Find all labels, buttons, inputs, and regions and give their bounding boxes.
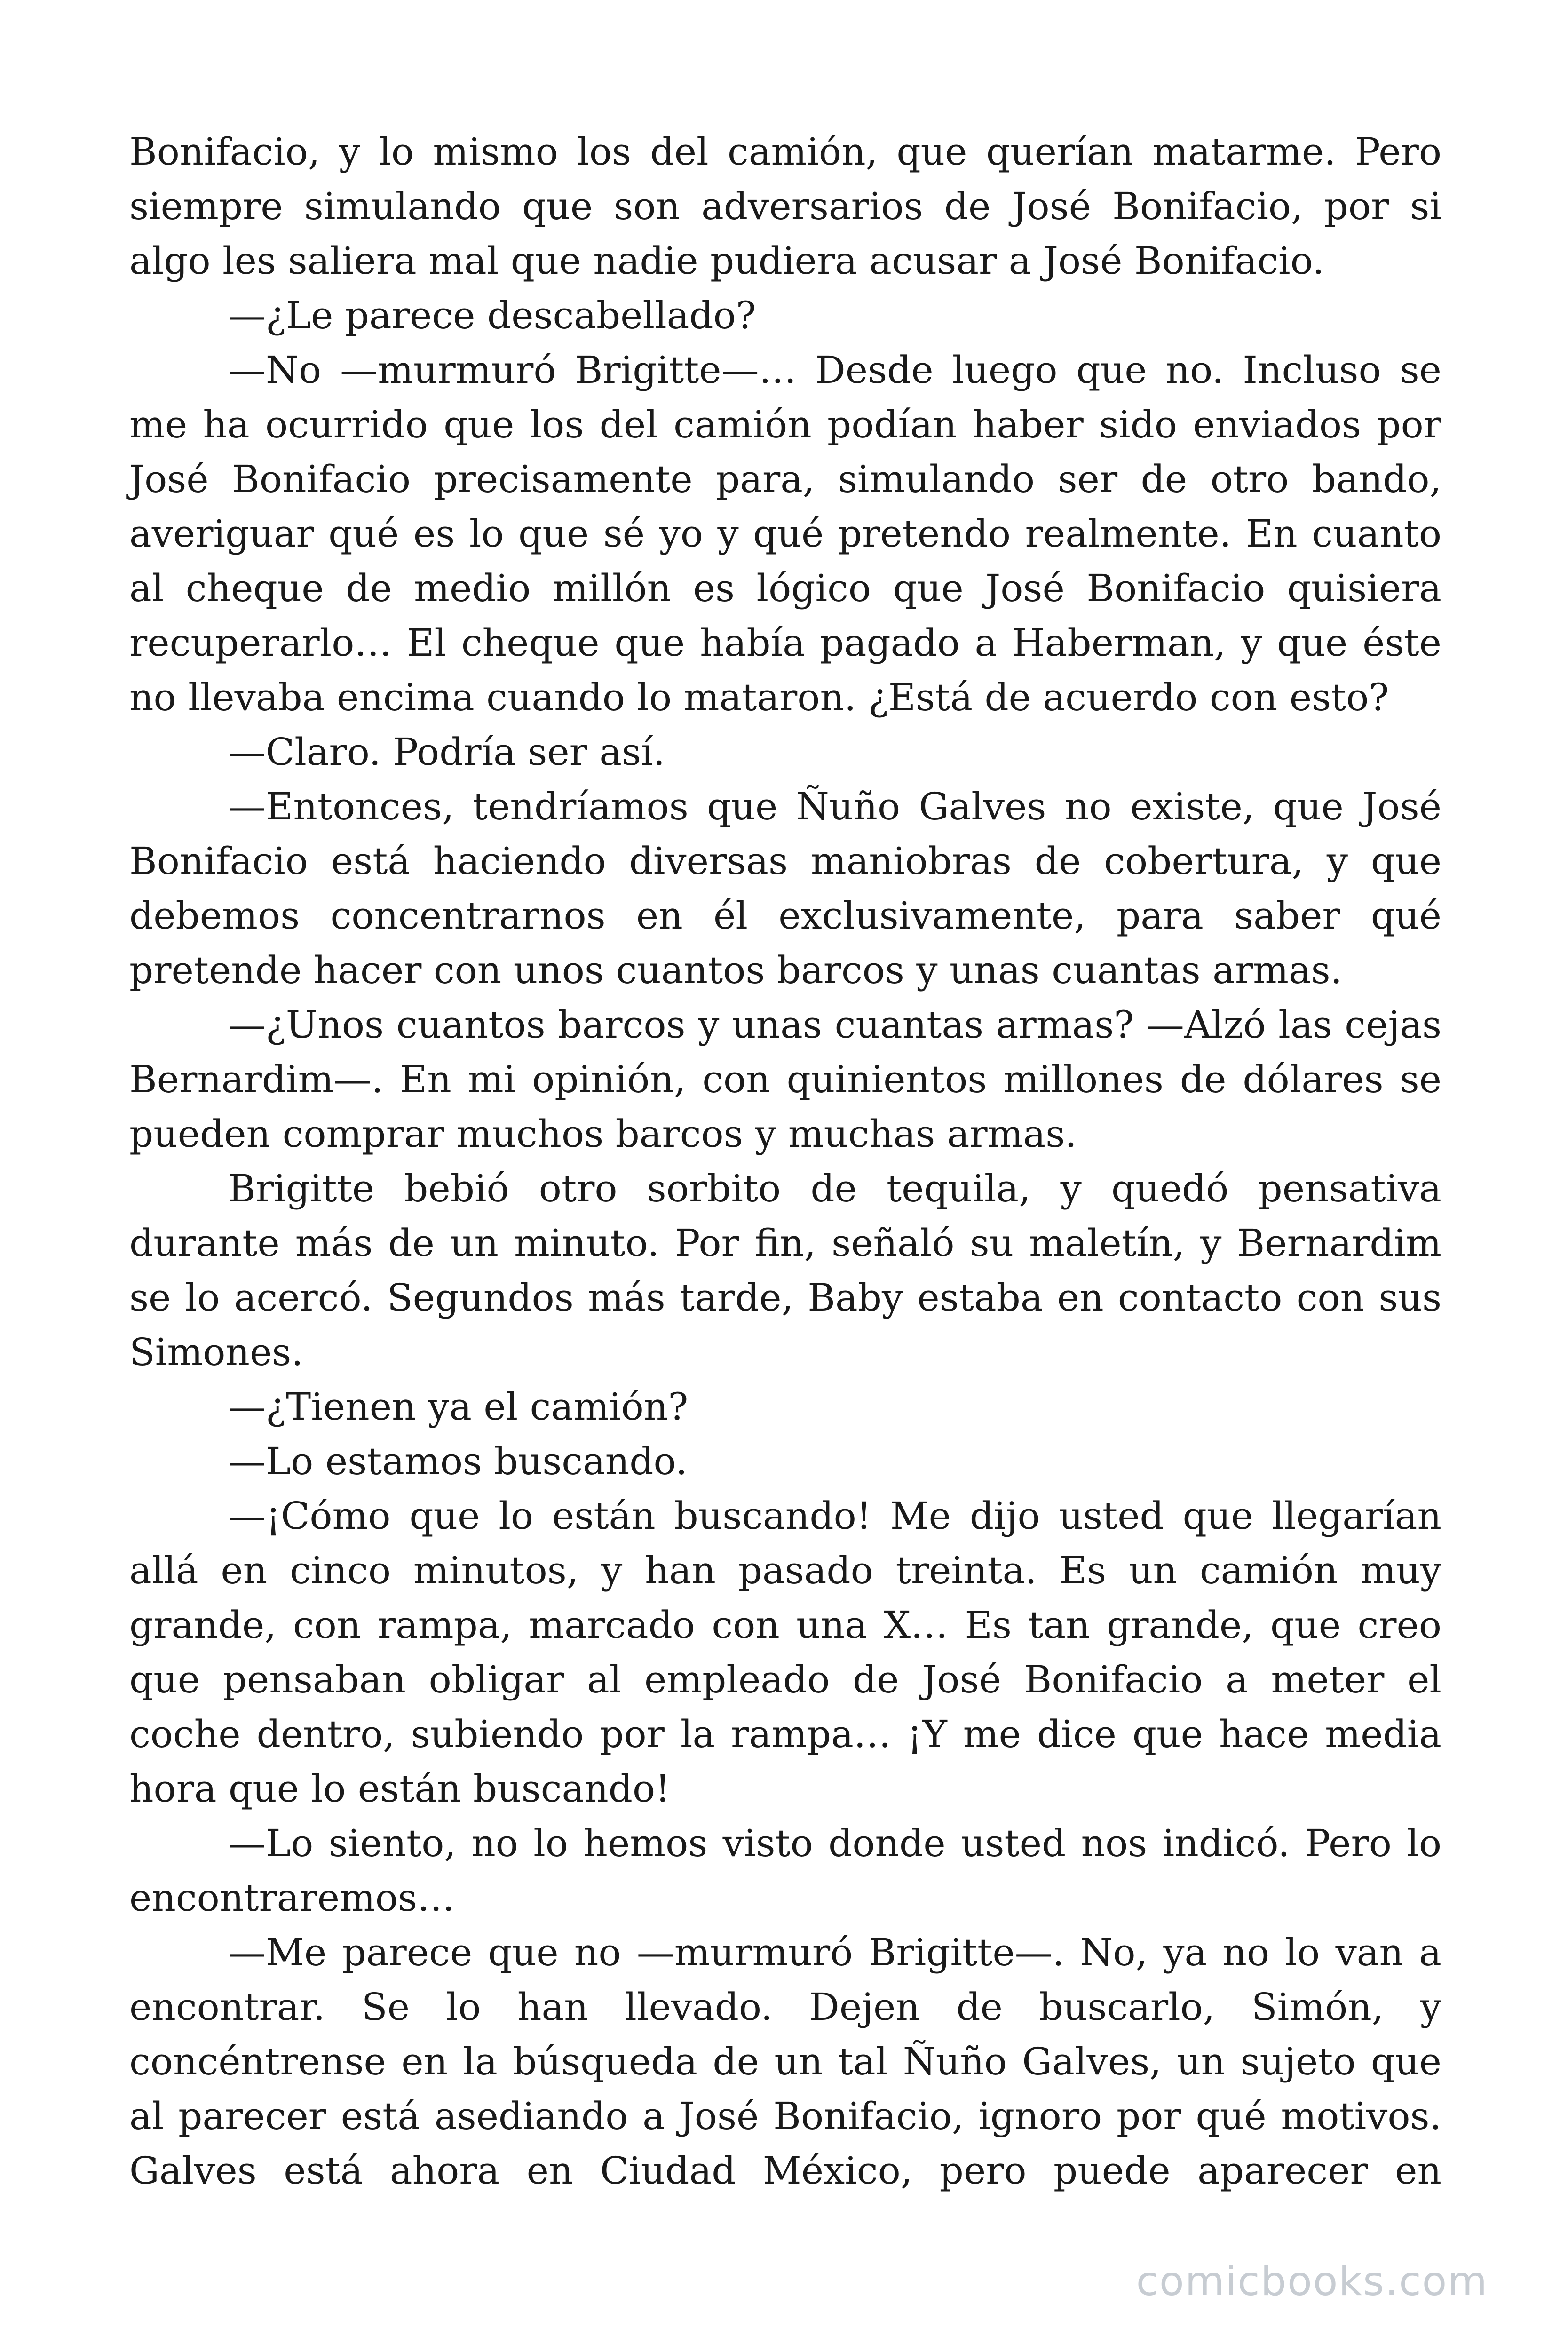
watermark: comicbooks.com xyxy=(1136,2258,1488,2305)
book-page-text xyxy=(129,125,1441,2198)
paragraph: —¡Cómo que lo están buscando! Me dijo usted que llegarían allá en cinco minutos, y han pasado treinta. Es un camión muy grande, con rampa, marcado con una X… Es tan grande, que creo que pensaban obligar al empleado de José Bonifacio a meter el coche dentro, subiendo por la rampa… ¡Y me dice que hace media hora que lo están buscando! xyxy=(129,1494,1441,1811)
paragraph: Brigitte bebió otro sorbito de tequila, y quedó pensativa durante más de un minuto. Por fin, señaló su maletín, y Bernardim se lo acercó. Segundos más tarde, Baby estaba en contacto con sus Simones. xyxy=(129,1167,1441,1374)
paragraph: —Lo estamos buscando. xyxy=(228,1439,688,1483)
paragraph-last: —Me parece que no —murmuró Brigitte—. No, ya no lo van a encontrar. Se lo han llevado. Dejen de buscarlo, Simón, y concéntrense en la búsqueda de un tal Ñuño Galves, un sujeto que al parecer está asediando a José Bonifacio, ignoro por qué motivos. Galves está ahora en Ciudad México, pero puede aparecer en xyxy=(129,1931,1441,2193)
paragraph: —No —murmuró Brigitte—… Desde luego que no. Incluso se me ha ocurrido que los del camión podían haber sido enviados por José Bonifacio precisamente para, simulando ser de otro bando, averiguar qué es lo que sé yo y qué pretendo realmente. En cuanto al cheque de medio millón es lógico que José Bonifacio quisiera recuperarlo… El cheque que había pagado a Haberman, y que éste no llevaba encima cuando lo mataron. ¿Está de acuerdo con esto? xyxy=(129,348,1441,719)
paragraph: —¿Tienen ya el camión? xyxy=(228,1385,689,1429)
paragraph: —Claro. Podría ser así. xyxy=(228,730,665,774)
paragraph: Bonifacio, y lo mismo los del camión, que querían matarme. Pero siempre simulando que son adversarios de José Bonifacio, por si algo les saliera mal que nadie pudiera acusar a José Bonifacio. xyxy=(129,130,1441,283)
paragraph: —Lo siento, no lo hemos visto donde usted nos indicó. Pero lo encontraremos… xyxy=(129,1821,1441,1920)
paragraph: —Entonces, tendríamos que Ñuño Galves no existe, que José Bonifacio está haciendo diversas maniobras de cobertura, y que debemos concentrarnos en él exclusivamente, para saber qué pretende hacer con unos cuantos barcos y unas cuantas armas. xyxy=(129,785,1441,992)
paragraph: —¿Unos cuantos barcos y unas cuantas armas? —Alzó las cejas Bernardim—. En mi opinión, con quinientos millones de dólares se pueden comprar muchos barcos y muchas armas. xyxy=(129,1003,1441,1156)
paragraph: —¿Le parece descabellado? xyxy=(228,294,756,337)
